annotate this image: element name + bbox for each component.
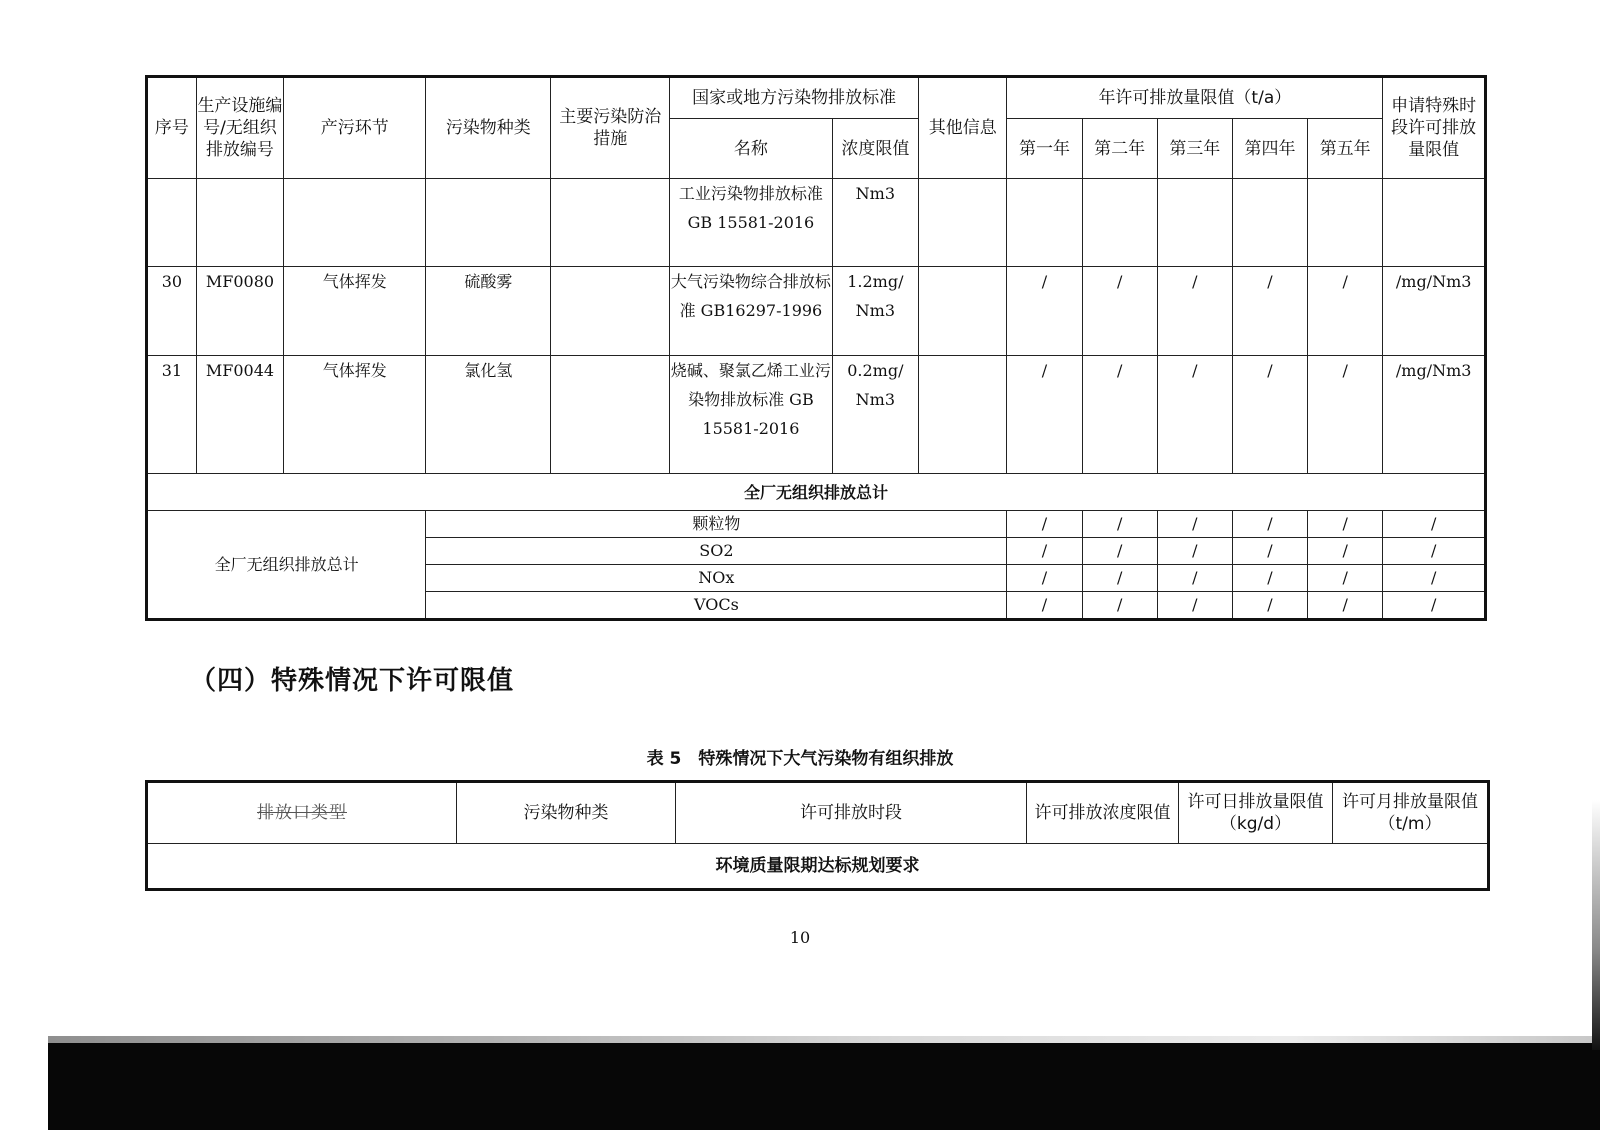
section-heading: （四）特殊情况下许可限值 <box>190 666 515 696</box>
cell-seq: 30 <box>147 267 197 356</box>
cell-pollutant: 硫酸雾 <box>426 267 551 356</box>
page-number: 10 <box>789 928 811 947</box>
totals-value: / <box>1157 511 1232 538</box>
cell-seq <box>147 179 197 267</box>
cell-year1: / <box>1007 356 1082 474</box>
scan-edge-right <box>1592 800 1600 1050</box>
cell-year3 <box>1157 179 1232 267</box>
cell-year3: / <box>1157 356 1232 474</box>
cell-concentration: Nm3 <box>832 179 918 267</box>
cell-year2 <box>1082 179 1157 267</box>
cell-year5 <box>1308 179 1383 267</box>
cell-measures <box>551 179 670 267</box>
cell-special <box>1383 179 1486 267</box>
totals-pollutant: NOx <box>426 565 1007 592</box>
table5-requirement: 环境质量限期达标规划要求 <box>147 844 1489 890</box>
totals-pollutant: SO2 <box>426 538 1007 565</box>
totals-value: / <box>1308 592 1383 620</box>
header-special: 申请特殊时段许可排放量限值 <box>1383 77 1486 179</box>
totals-row <box>147 511 1486 538</box>
totals-title: 全厂无组织排放总计 <box>147 474 1486 511</box>
table5-header-daily: 许可日排放量限值（kg/d） <box>1179 782 1333 844</box>
scan-border <box>48 1043 1600 1130</box>
totals-value: / <box>1157 538 1232 565</box>
cell-year1: / <box>1007 267 1082 356</box>
cell-concentration: 1.2mg/ Nm3 <box>832 267 918 356</box>
cell-standard: 工业污染物排放标准 GB 15581-2016 <box>670 179 833 267</box>
totals-value: / <box>1308 538 1383 565</box>
cell-year5: / <box>1308 356 1383 474</box>
table-row <box>147 267 1486 356</box>
totals-value: / <box>1232 565 1307 592</box>
totals-label: 全厂无组织排放总计 <box>147 511 426 620</box>
header-year3: 第三年 <box>1157 119 1232 179</box>
totals-value: / <box>1007 538 1082 565</box>
cell-year4 <box>1232 179 1307 267</box>
cell-special: /mg/Nm3 <box>1383 356 1486 474</box>
cell-year1 <box>1007 179 1082 267</box>
cell-standard: 大气污染物综合排放标准 GB16297-1996 <box>670 267 833 356</box>
totals-value: / <box>1157 565 1232 592</box>
totals-value: / <box>1082 565 1157 592</box>
header-pollutant: 污染物种类 <box>426 77 551 179</box>
header-other: 其他信息 <box>919 77 1007 179</box>
totals-value: / <box>1157 592 1232 620</box>
table5-row <box>147 844 1489 890</box>
cell-concentration: 0.2mg/ Nm3 <box>832 356 918 474</box>
cell-special: /mg/Nm3 <box>1383 267 1486 356</box>
cell-year3: / <box>1157 267 1232 356</box>
cell-seq: 31 <box>147 356 197 474</box>
totals-value: / <box>1082 511 1157 538</box>
cell-standard: 烧碱、聚氯乙烯工业污染物排放标准 GB 15581-2016 <box>670 356 833 474</box>
totals-value: / <box>1383 511 1486 538</box>
totals-value: / <box>1232 592 1307 620</box>
table-row <box>147 356 1486 474</box>
cell-measures <box>551 267 670 356</box>
totals-value: / <box>1007 565 1082 592</box>
totals-value: / <box>1082 538 1157 565</box>
table5-header-monthly: 许可月排放量限值（t/m） <box>1333 782 1489 844</box>
header-year2: 第二年 <box>1082 119 1157 179</box>
totals-pollutant: VOCs <box>426 592 1007 620</box>
cell-other <box>919 356 1007 474</box>
cell-facility: MF0080 <box>196 267 283 356</box>
cell-stage: 气体挥发 <box>284 267 426 356</box>
header-seq: 序号 <box>147 77 197 179</box>
table5-header-concentration: 许可排放浓度限值 <box>1027 782 1179 844</box>
cell-year2: / <box>1082 267 1157 356</box>
table5-header-outlet-type: 排放口类型 <box>147 782 457 844</box>
totals-value: / <box>1383 538 1486 565</box>
cell-year4: / <box>1232 267 1307 356</box>
totals-value: / <box>1308 565 1383 592</box>
header-standard-name: 名称 <box>670 119 833 179</box>
cell-pollutant <box>426 179 551 267</box>
cell-stage: 气体挥发 <box>284 356 426 474</box>
cell-year4: / <box>1232 356 1307 474</box>
header-annual-group: 年许可排放量限值（t/a） <box>1007 77 1383 119</box>
table-row <box>147 179 1486 267</box>
header-measures: 主要污染防治措施 <box>551 77 670 179</box>
table5-header-row <box>147 782 1489 844</box>
totals-value: / <box>1383 592 1486 620</box>
cell-facility: MF0044 <box>196 356 283 474</box>
table5-header-pollutant: 污染物种类 <box>457 782 676 844</box>
totals-value: / <box>1383 565 1486 592</box>
cell-stage <box>284 179 426 267</box>
special-conditions-table <box>145 780 1490 891</box>
header-year1: 第一年 <box>1007 119 1082 179</box>
cell-year5: / <box>1308 267 1383 356</box>
totals-title-row <box>147 474 1486 511</box>
header-facility: 生产设施编号/无组织排放编号 <box>196 77 283 179</box>
cell-other <box>919 267 1007 356</box>
cell-pollutant: 氯化氢 <box>426 356 551 474</box>
emission-permit-table <box>145 75 1487 621</box>
totals-value: / <box>1308 511 1383 538</box>
totals-value: / <box>1007 592 1082 620</box>
totals-value: / <box>1232 538 1307 565</box>
cell-facility <box>196 179 283 267</box>
table5-header-period: 许可排放时段 <box>676 782 1027 844</box>
totals-value: / <box>1007 511 1082 538</box>
totals-value: / <box>1082 592 1157 620</box>
header-year4: 第四年 <box>1232 119 1307 179</box>
header-year5: 第五年 <box>1308 119 1383 179</box>
cell-other <box>919 179 1007 267</box>
totals-value: / <box>1232 511 1307 538</box>
cell-measures <box>551 356 670 474</box>
header-standard-group: 国家或地方污染物排放标准 <box>670 77 919 119</box>
header-stage: 产污环节 <box>284 77 426 179</box>
table5-caption: 表 5 特殊情况下大气污染物有组织排放 <box>646 749 954 769</box>
totals-pollutant: 颗粒物 <box>426 511 1007 538</box>
header-concentration: 浓度限值 <box>832 119 918 179</box>
cell-year2: / <box>1082 356 1157 474</box>
